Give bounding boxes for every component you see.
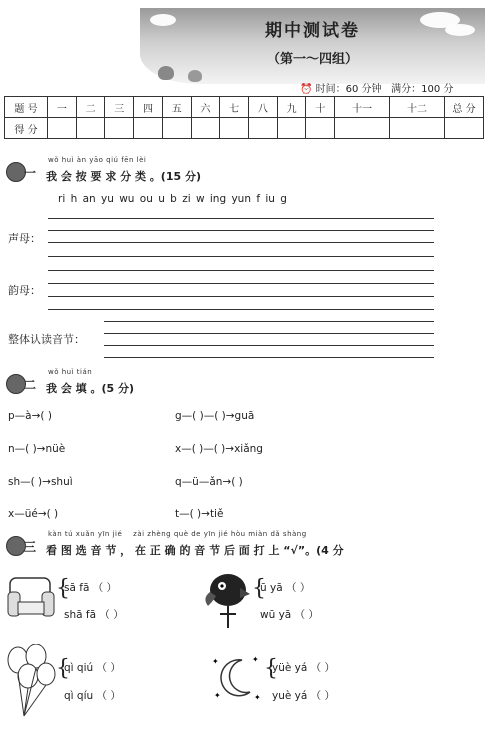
answer-line[interactable] (48, 218, 434, 219)
choice-option[interactable]: yuè yá （ ） (272, 690, 335, 702)
brace-icon: { (56, 576, 70, 601)
section-title: 我 会 填 。(5 分) (46, 382, 135, 395)
mascot-icon (6, 374, 26, 394)
table-cell: 总 分 (445, 97, 484, 118)
choice-option[interactable]: shā fā （ ） (64, 609, 124, 621)
brace-icon: { (252, 576, 266, 601)
answer-line[interactable] (48, 256, 434, 257)
mascot-icon (6, 536, 26, 556)
score-table-score-row (5, 118, 484, 139)
table-cell: 一 (48, 97, 77, 118)
score-cell[interactable] (134, 118, 163, 139)
score-cell[interactable] (277, 118, 306, 139)
page-title: 期中测试卷 (265, 21, 360, 41)
answer-line[interactable] (104, 333, 434, 334)
score-cell[interactable] (162, 118, 191, 139)
fill-item[interactable]: x—( )—( )→xiǎng (175, 443, 263, 455)
crow-icon (200, 568, 254, 630)
section-pinyin: wǒ huì tián (48, 368, 93, 376)
table-cell: 四 (134, 97, 163, 118)
svg-text:✦: ✦ (252, 655, 259, 664)
answer-line[interactable] (48, 270, 434, 271)
table-cell: 五 (162, 97, 191, 118)
section-title: 看 图 选 音 节 ， 在 正 确 的 音 节 后 面 打 上 “√”。(4 分 (46, 544, 344, 557)
svg-text:✦: ✦ (214, 691, 221, 700)
answer-line[interactable] (48, 242, 434, 243)
answer-line[interactable] (48, 283, 434, 284)
balloon-icon (4, 644, 58, 722)
table-cell: 六 (191, 97, 220, 118)
score-cell[interactable] (105, 118, 134, 139)
answer-line[interactable] (48, 309, 434, 310)
svg-text:✦: ✦ (254, 693, 261, 702)
fill-item[interactable]: sh—( )→shuì (8, 476, 73, 488)
letter-list: ri h an yu wu ou u b zi w ing yun f iu g (58, 193, 287, 205)
mascot-icon (6, 162, 26, 182)
score-cell[interactable] (445, 118, 484, 139)
table-cell: 九 (277, 97, 306, 118)
answer-line[interactable] (104, 357, 434, 358)
table-cell: 十二 (390, 97, 445, 118)
leaf-icon (158, 66, 174, 80)
score-cell[interactable] (76, 118, 105, 139)
page-subtitle: （第一～四组） (266, 52, 358, 67)
answer-line[interactable] (48, 296, 434, 297)
fill-item[interactable]: x—üé→( ) (8, 508, 59, 520)
score-cell[interactable] (48, 118, 77, 139)
brace-icon: { (264, 656, 278, 681)
brace-icon: { (56, 656, 70, 681)
label-yunmu: 韵母： (8, 284, 41, 297)
score-cell[interactable] (249, 118, 278, 139)
fill-item[interactable]: q—ü—ǎn→( ) (175, 476, 243, 488)
exam-meta (300, 80, 453, 95)
answer-line[interactable] (104, 345, 434, 346)
clock-icon: ⏰ (300, 84, 313, 95)
choice-option[interactable]: wū yā （ ） (260, 609, 319, 621)
answer-line[interactable] (104, 321, 434, 322)
answer-line[interactable] (48, 230, 434, 231)
moon-icon (210, 652, 262, 704)
table-cell: 七 (220, 97, 249, 118)
section-number: 一 (24, 166, 37, 180)
exam-full-marks: 满分：100 分 (391, 84, 454, 95)
table-cell: 十一 (335, 97, 390, 118)
table-cell: 得 分 (5, 118, 48, 139)
choice-option[interactable]: ū yā （ ） (260, 582, 311, 594)
choice-option[interactable]: qì qíu （ ） (64, 690, 121, 702)
score-cell[interactable] (220, 118, 249, 139)
section-pinyin: kàn tú xuǎn yīn jié zài zhèng què de yīn jié hòu miàn dǎ shàng (48, 530, 307, 538)
svg-text:✦: ✦ (212, 657, 219, 666)
section-number: 二 (24, 378, 37, 392)
fill-item[interactable]: n—( )→nüè (8, 443, 66, 455)
section-title: 我 会 按 要 求 分 类 。(15 分) (46, 170, 201, 183)
choice-option[interactable]: qì qiú （ ） (64, 662, 121, 674)
table-cell: 十 (306, 97, 335, 118)
table-cell: 八 (249, 97, 278, 118)
score-cell[interactable] (306, 118, 335, 139)
leaf-icon (188, 70, 202, 82)
section-number: 三 (24, 540, 37, 554)
exam-time: 时间：60 分钟 (315, 84, 382, 95)
score-cell[interactable] (191, 118, 220, 139)
choice-option[interactable]: sā fā （ ） (64, 582, 118, 594)
table-cell: 三 (105, 97, 134, 118)
section-pinyin: wǒ huì àn yāo qiú fēn lèi (48, 156, 147, 164)
fill-item[interactable]: g—( )—( )→guā (175, 410, 255, 422)
label-shengmu: 声母： (8, 232, 41, 245)
choice-option[interactable]: yüè yá （ ） (272, 662, 335, 674)
score-cell[interactable] (335, 118, 390, 139)
fill-item[interactable]: t—( )→tiě (175, 508, 224, 520)
score-cell[interactable] (390, 118, 445, 139)
table-cell: 题 号 (5, 97, 48, 118)
label-zhengti: 整体认读音节： (8, 333, 85, 346)
fill-item[interactable]: p—à→( ) (8, 410, 52, 422)
sofa-icon (6, 572, 56, 624)
table-cell: 二 (76, 97, 105, 118)
score-table (4, 96, 484, 139)
score-table-header-row (5, 97, 484, 118)
